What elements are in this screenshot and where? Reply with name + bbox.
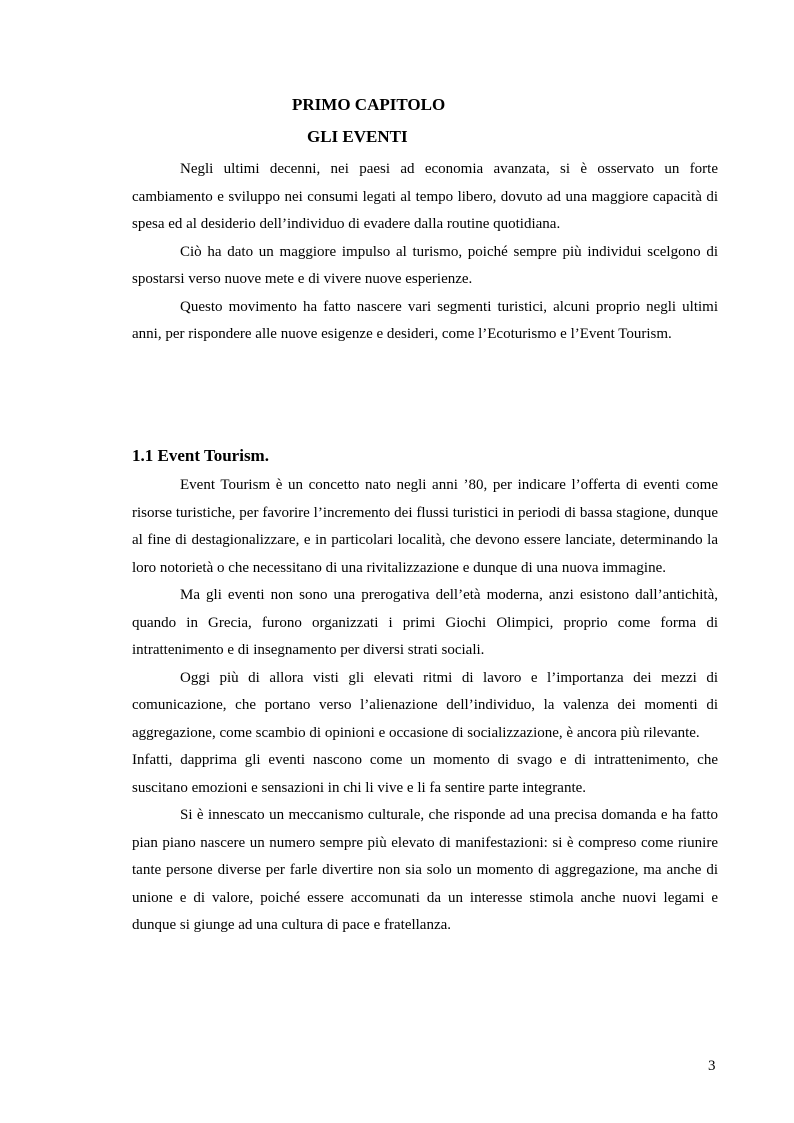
section-paragraph: Ma gli eventi non sono una prerogativa dell’età moderna, anzi esistono dall’antichità, quando in Grecia, furono organizzati i primi Giochi Olimpici, proprio come forma di intrattenimento e di insegnamento per diversi strati sociali. [132,587,718,658]
intro-paragraph: Questo movimento ha fatto nascere vari segmenti turistici, alcuni proprio negli ultimi anni, per rispondere alle nuove esigenze e desideri, come l’Ecoturismo e l’Event Tourism. [132,298,718,342]
section-heading: 1.1 Event Tourism. [132,446,269,465]
section-text [132,472,718,940]
intro-paragraph: Negli ultimi decenni, nei paesi ad economia avanzata, si è osservato un forte cambiamento e sviluppo nei consumi legati al tempo libero, dovuto ad una maggiore capacità di spesa ed al desiderio dell’individuo di evadere dalla routine quotidiana. [132,161,718,232]
section-paragraph: Si è innescato un meccanismo culturale, che risponde ad una precisa domanda e ha fatto pian piano nascere un numero sempre più elevato di manifestazioni: si è compreso come riunire tante persone diverse per farle divertire non sia solo un momento di aggregazione, ma anche di unione e di valore, poiché essere accomunati da un interesse stimola anche nuovi legami e dunque si giunge ad una cultura di pace e fratellanza. [132,807,718,933]
chapter-title: GLI EVENTI [307,127,408,146]
section-paragraph: Oggi più di allora visti gli elevati ritmi di lavoro e l’importanza dei mezzi di comunicazione, che portano verso l’alienazione dell’individuo, la valenza dei momenti di aggregazione, come scambio di opinioni e occasione di socializzazione, è ancora più rilevante. [132,669,718,741]
section-paragraph: Infatti, dapprima gli eventi nascono come un momento di svago e di intrattenimento, che suscitano emozioni e sensazioni in chi li vive e li fa sentire parte integrante. [132,752,718,796]
section-paragraph: Event Tourism è un concetto nato negli anni ’80, per indicare l’offerta di eventi come risorse turistiche, per favorire l’incremento dei flussi turistici in periodi di bassa stagione, dunque al fine di destagionalizzare, e in particolari località, che devono essere lanciate, determinando la loro notorietà o che necessitano di una rivitalizzazione e dunque di una nuova immagine. [132,477,718,576]
page-number: 3 [708,1058,716,1074]
intro-text [132,156,718,349]
chapter-kicker: PRIMO CAPITOLO [292,95,446,114]
intro-paragraph: Ciò ha dato un maggiore impulso al turismo, poiché sempre più individui scelgono di spostarsi verso nuove mete e di vivere nuove esperienze. [132,243,718,287]
